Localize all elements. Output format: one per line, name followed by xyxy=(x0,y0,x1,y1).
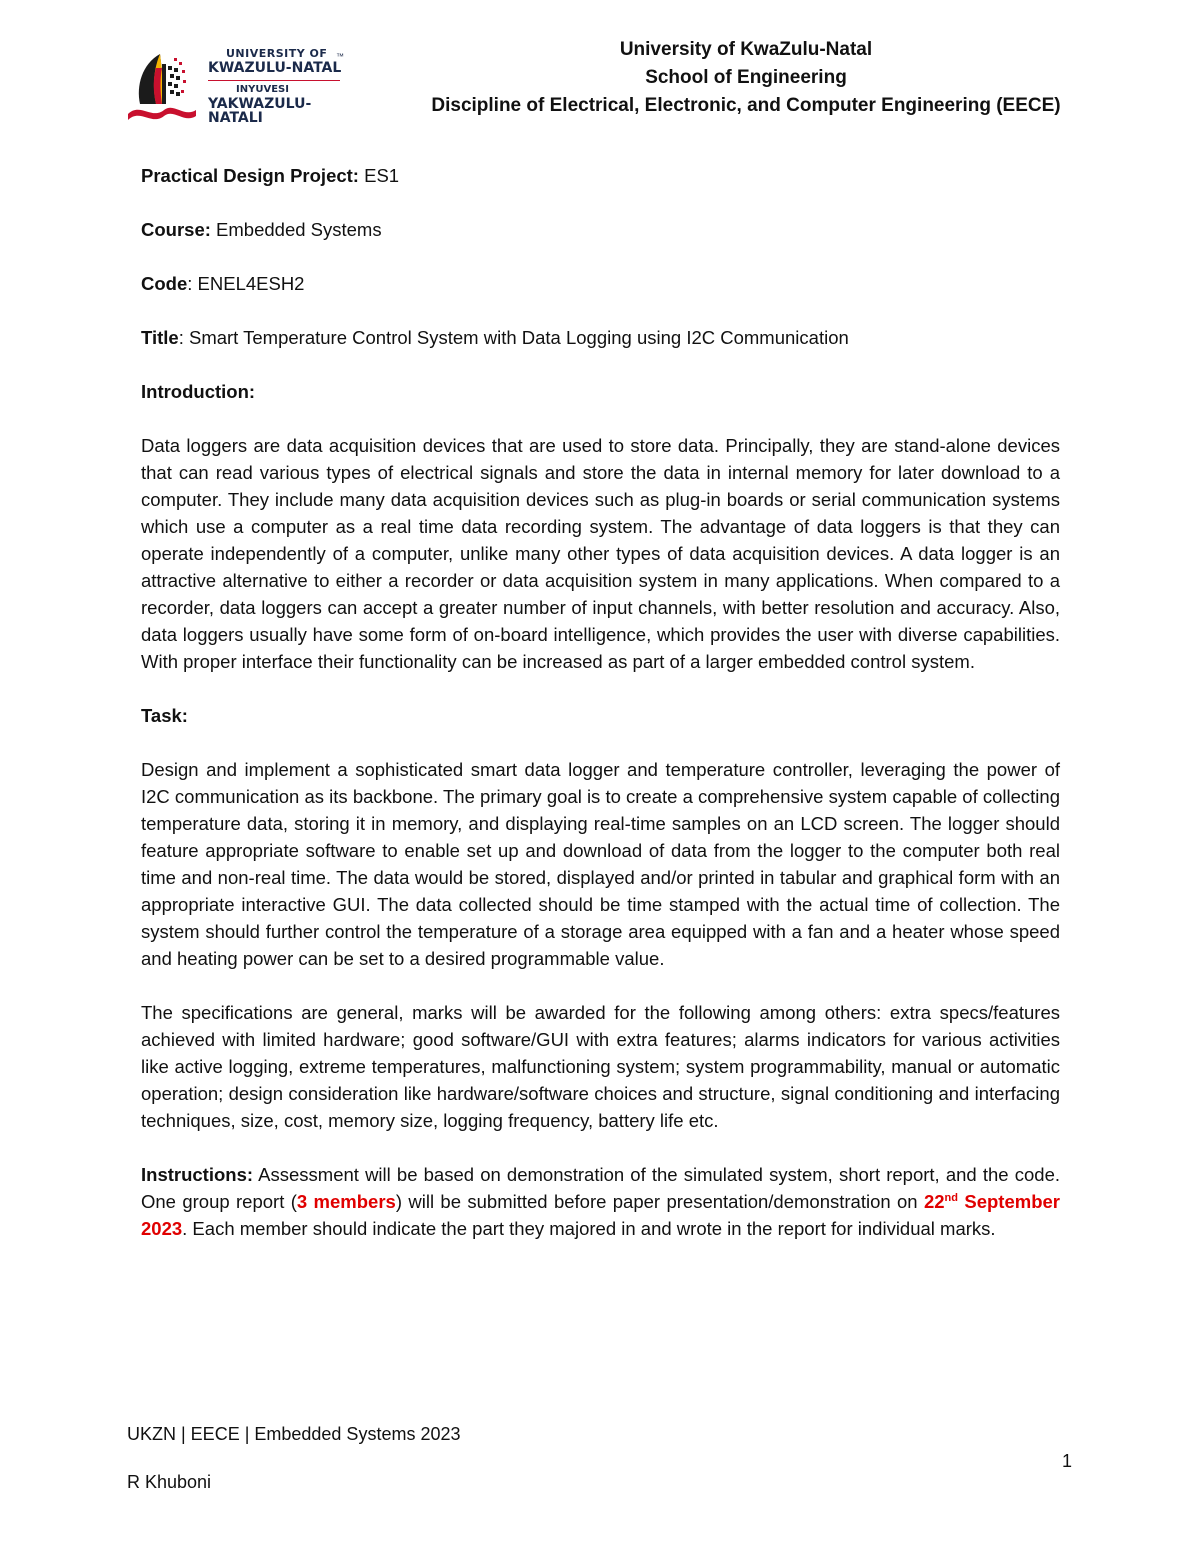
course-value: Embedded Systems xyxy=(210,219,382,240)
introduction-heading: Introduction: xyxy=(141,381,256,402)
header-discipline: Discipline of Electrical, Electronic, and Computer Engineering (EECE) xyxy=(431,95,1061,116)
field-course xyxy=(141,216,1060,243)
footer-course-line: UKZN | EECE | Embedded Systems 2023 xyxy=(127,1424,461,1444)
header-university: University of KwaZulu-Natal xyxy=(619,39,873,60)
field-code xyxy=(141,270,1060,297)
logo-line-1: UNIVERSITY OF xyxy=(226,47,328,60)
field-project xyxy=(141,162,1060,189)
logo-rule xyxy=(208,80,340,81)
project-label: Practical Design Project: xyxy=(141,165,359,186)
introduction-paragraph: Data loggers are data acquisition devices that are used to store data. Principally, they are stand-alone devices that can read various types of electrical signals and store the data in internal memory for later download to a computer. They include many data acquisition devices such as plug-in boards or serial communication systems which use a computer as a real time data recording system. The advantage of data loggers is that they can operate independently of a computer, unlike many other types of data acquisition devices. A data logger is an attractive alternative to either a recorder or data acquisition system in many applications. When compared to a recorder, data loggers can accept a greater number of input channels, with better resolution and accuracy. Also, data loggers usually have some form of on-board intelligence, which provides the user with diverse capabilities. With proper interface their functionality can be increased as part of a larger embedded control system. xyxy=(141,435,1060,672)
logo-line-2: KWAZULU-NATAL xyxy=(208,60,342,76)
ukzn-logo xyxy=(126,46,366,126)
field-title xyxy=(141,324,1060,351)
instructions-label: Instructions: xyxy=(141,1164,254,1185)
logo-line-4: YAKWAZULU-NATALI xyxy=(208,96,312,126)
task-heading: Task: xyxy=(141,705,188,726)
due-day: 22 xyxy=(923,1191,945,1212)
document-header xyxy=(426,36,1066,120)
task-paragraph-2: The specifications are general, marks will be awarded for the following among others: extra specs/features achieved with limited hardware; good software/GUI with extra features; alarms indicators for various activities like active logging, extreme temperatures, malfunctioning system; system programmability, manual or automatic operation; design consideration like hardware/software choices and structure, signal conditioning and interfacing techniques, size, cost, memory size, logging frequency, battery life etc. xyxy=(141,1002,1060,1131)
due-day-suffix: nd xyxy=(944,1191,958,1204)
ukzn-crest-icon xyxy=(126,46,206,126)
instructions-text-3: . Each member should indicate the part they majored in and wrote in the report for individual marks. xyxy=(182,1218,996,1239)
header-school: School of Engineering xyxy=(645,67,847,88)
instructions-text-1: Assessment will be based on demonstration of the simulated system, short report, and the code. One group report ( xyxy=(141,1164,1060,1212)
instructions-paragraph xyxy=(141,1161,1060,1242)
code-value: : ENEL4ESH2 xyxy=(187,273,305,294)
group-size: 3 members xyxy=(296,1191,396,1212)
trademark-mark: ™ xyxy=(336,52,344,61)
task-paragraph-1: Design and implement a sophisticated smart data logger and temperature controller, leveraging the power of I2C communication as its backbone. The primary goal is to create a comprehensive system capable of collecting temperature data, storing it in memory, and displaying real-time samples on an LCD screen. The logger should feature appropriate software to enable set up and download of data from the logger to the computer both real time and non-real time. The data would be stored, displayed and/or printed in tabular and graphical form with an appropriate interactive GUI. The data collected should be time stamped with the actual time of collection. The system should further control the temperature of a storage area equipped with a fan and a heater whose speed and heating power can be set to a desired programmable value. xyxy=(141,759,1060,969)
document-body xyxy=(141,162,1060,1269)
page-number: 1 xyxy=(1062,1451,1073,1471)
course-label: Course: xyxy=(141,219,211,240)
title-label: Title xyxy=(141,327,179,348)
project-value: ES1 xyxy=(358,165,400,186)
code-label: Code xyxy=(141,273,188,294)
due-month-year: September 2023 xyxy=(141,1191,1060,1239)
logo-line-3: INYUVESI xyxy=(236,84,289,95)
title-value: : Smart Temperature Control System with Data Logging using I2C Communication xyxy=(178,327,849,348)
footer-author: R Khuboni xyxy=(127,1472,212,1492)
instructions-text-2: ) will be submitted before paper presentation/demonstration on xyxy=(395,1191,924,1212)
